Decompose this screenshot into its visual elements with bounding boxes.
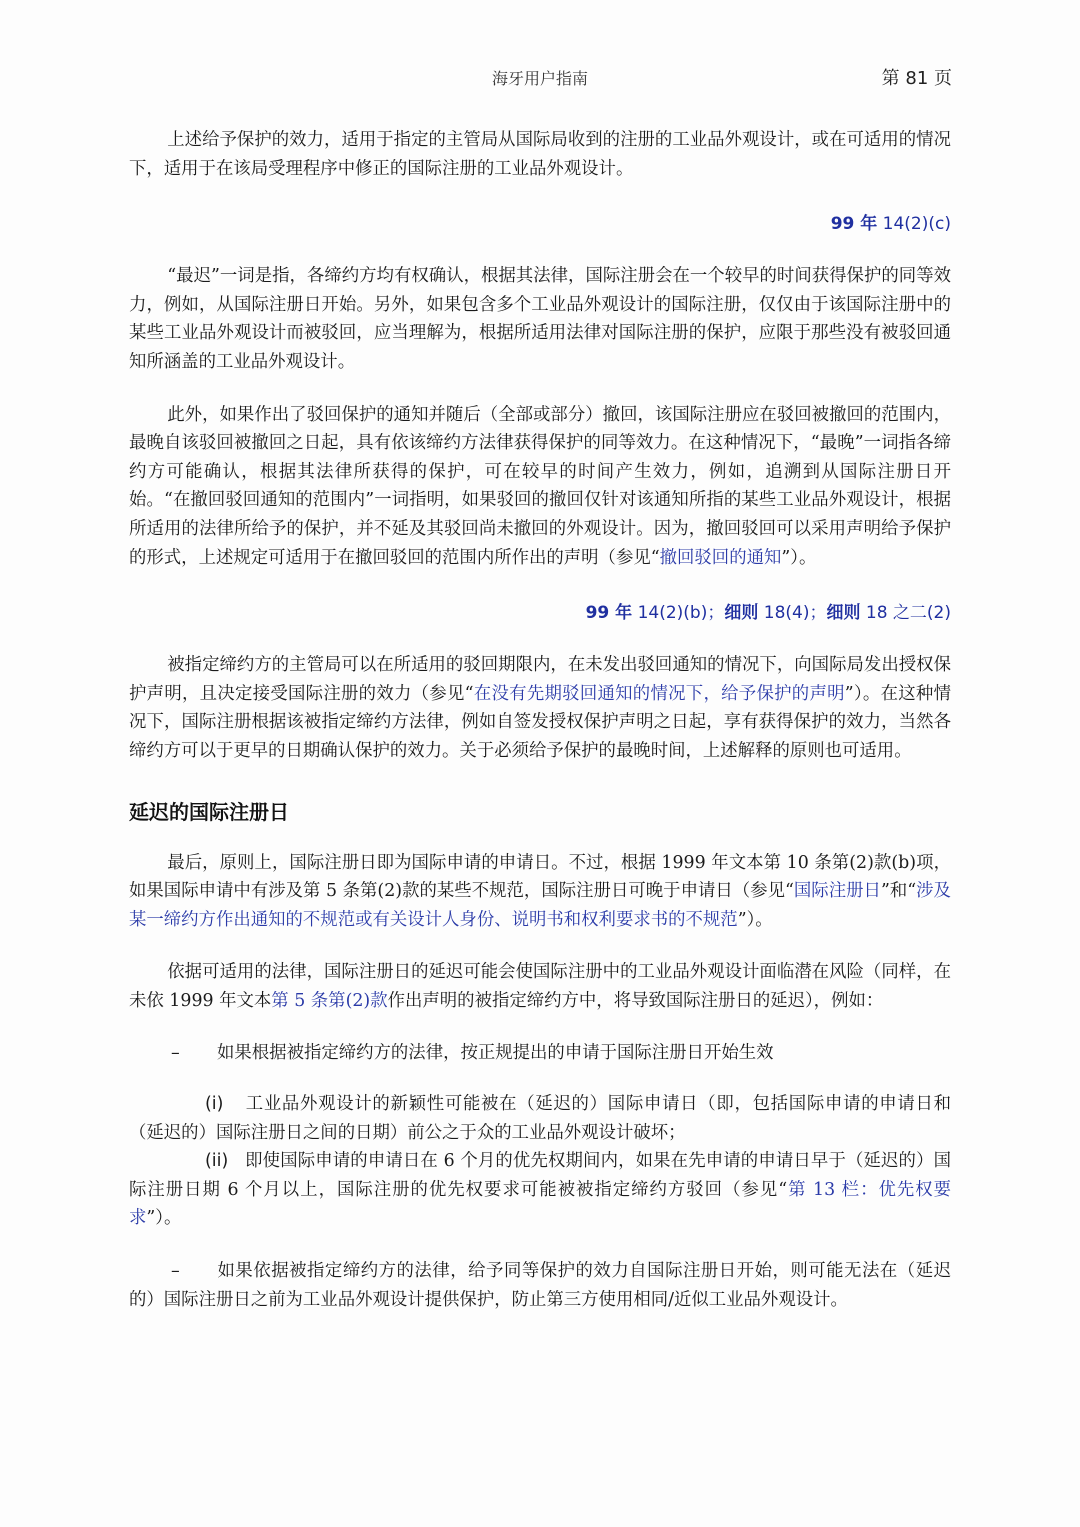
list-item-text: 如果依据被指定缔约方的法律，给予同等保护的效力自国际注册日开始，则可能无法在（延迟的）国际注册日之前为工业品外观设计提供保护，防止第三方使用相同/近似工业品外观设计。: [129, 1261, 951, 1310]
paragraph-effect-of-protection: [129, 126, 951, 183]
roman-numeral-marker: (i): [205, 1094, 224, 1115]
paragraph-text: 被指定缔约方的主管局可以在所适用的驳回期限内，在未发出驳回通知的情况下，向国际局发出授权保护声明，且决定接受国际注册的效力（参见“: [129, 655, 951, 704]
list-item-text-tail: ”）。: [146, 1208, 182, 1229]
paragraph-text: 依据可适用的法律，国际注册日的延迟可能会使国际注册中的工业品外观设计面临潜在风险（同样，在未依 1999 年文本: [129, 962, 951, 1011]
paragraph-withdrawal-of-refusal: [129, 401, 951, 573]
link-irregularities[interactable]: 涉及某一缔约方作出通知的不规范或有关设计人身份、说明书和权利要求书的不规范: [129, 881, 951, 930]
reference-year: 99 年: [830, 214, 878, 235]
sub-list-item-i: [129, 1090, 951, 1147]
paragraph-text-tail: ”）。: [781, 547, 817, 568]
legal-reference-2: [129, 598, 951, 623]
paragraph-text: 此外，如果作出了驳回保护的通知并随后（全部或部分）撤回，该国际注册应在驳回被撤回的范围内，最晚自该驳回被撤回之日起，具有依该缔约方法律获得保护的同等效力。在这种情况下，“最晚”一词指各缔约方可能确认，根据其法律所获得的保护，可在较早的时间产生效力，例如，追溯到从国际注册日开始。“在撤回驳回通知的范围内”一词指明，如果驳回的撤回仅针对该通知所指的某些工业品外观设计，根据所适用的法律所给予的保护，并不延及其驳回尚未撤回的外观设计。因为，撤回驳回可以采用声明给予保护的形式，上述规定可适用于在撤回驳回的范围内所作出的声明（参见“: [129, 404, 951, 568]
link-article-5-2[interactable]: 第 5 条第(2)款: [271, 990, 388, 1011]
dash-marker: –: [171, 1261, 180, 1282]
paragraph-text-tail: 作出声明的被指定缔约方中，将导致国际注册日的延迟），例如：: [387, 990, 884, 1011]
paragraph-text: 最后，原则上，国际注册日即为国际申请的申请日。不过，根据 1999 年文本第 10 条第(2)款(b)项，如果国际申请中有涉及第 5 条第(2)款的某些不规范，国际注册日可晚于申请日（参见“: [129, 852, 951, 902]
page-content: [129, 126, 951, 1314]
link-priority-claim[interactable]: 第 13 栏：优先权要求: [129, 1179, 952, 1229]
reference-rule: 18 之二(2): [860, 603, 951, 624]
paragraph-text-mid: ”和“: [880, 881, 917, 902]
paragraph-text-tail: ”）。在这种情况下，国际注册根据该被指定缔约方法律，例如自签发授权保护声明之日起，享有获得保护的效力，当然各缔约方可以于更早的日期确认保护的效力。关于必须给予保护的最晚时间，上述解释的原则也可适用。: [129, 683, 951, 761]
reference-year: 99 年: [585, 603, 633, 624]
list-item: [129, 1039, 951, 1068]
paragraph-at-the-latest: [129, 262, 951, 376]
paragraph-text-tail: ”）。: [737, 909, 773, 930]
paragraph-statement-of-grant: [129, 651, 951, 765]
paragraph-text: 上述给予保护的效力，适用于指定的主管局从国际局收到的注册的工业品外观设计，或在可适用的情况下，适用于在该局受理程序中修正的国际注册的工业品外观设计。: [129, 130, 951, 179]
reference-rule: 18(4)；: [758, 603, 827, 624]
link-statement-of-grant-without-refusal[interactable]: 在没有先期驳回通知的情况下，给予保护的声明: [473, 683, 845, 704]
reference-rule-label: 细则: [826, 603, 861, 624]
sub-list-item-ii: [129, 1147, 951, 1233]
legal-reference-1: [129, 209, 951, 234]
list-item: [129, 1257, 951, 1314]
reference-article: 14(2)(b)；: [632, 603, 725, 624]
list-item-text: 如果根据被指定缔约方的法律，按正规提出的申请于国际注册日开始生效: [217, 1043, 774, 1064]
reference-rule-label: 细则: [724, 603, 759, 624]
paragraph-deferred-registration-date: [129, 849, 951, 935]
link-withdrawal-of-refusal-notice[interactable]: 撤回驳回的通知: [659, 547, 782, 568]
link-international-registration-date[interactable]: 国际注册日: [793, 881, 881, 902]
paragraph-text: “最迟”一词是指，各缔约方均有权确认，根据其法律，国际注册会在一个较早的时间获得保护的同等效力，例如，从国际注册日开始。另外，如果包含多个工业品外观设计的国际注册，仅仅由于该国际注册中的某些工业品外观设计而被驳回，应当理解为，根据所适用法律对国际注册的保护，应限于那些没有被驳回通知所涵盖的工业品外观设计。: [129, 266, 951, 372]
list-item-text: 工业品外观设计的新颖性可能被在（延迟的）国际申请日（即，包括国际申请的申请日和（延迟的）国际注册日之间的日期）前公之于众的工业品外观设计破坏；: [129, 1094, 951, 1143]
list-item-text: 即使国际申请的申请日在 6 个月的优先权期间内，如果在先申请的申请日早于（延迟的）国际注册日期 6 个月以上，国际注册的优先权要求可能被被指定缔约方驳回（参见“: [129, 1151, 951, 1200]
section-heading: 延迟的国际注册日: [129, 799, 289, 824]
running-header-title: 海牙用户指南: [491, 69, 588, 88]
page-number: 第 81 页: [881, 68, 952, 89]
dash-marker: –: [171, 1043, 180, 1064]
reference-article: 14(2)(c): [877, 214, 951, 235]
paragraph-risk-of-delay: [129, 958, 951, 1015]
roman-numeral-marker: (ii): [205, 1151, 229, 1172]
